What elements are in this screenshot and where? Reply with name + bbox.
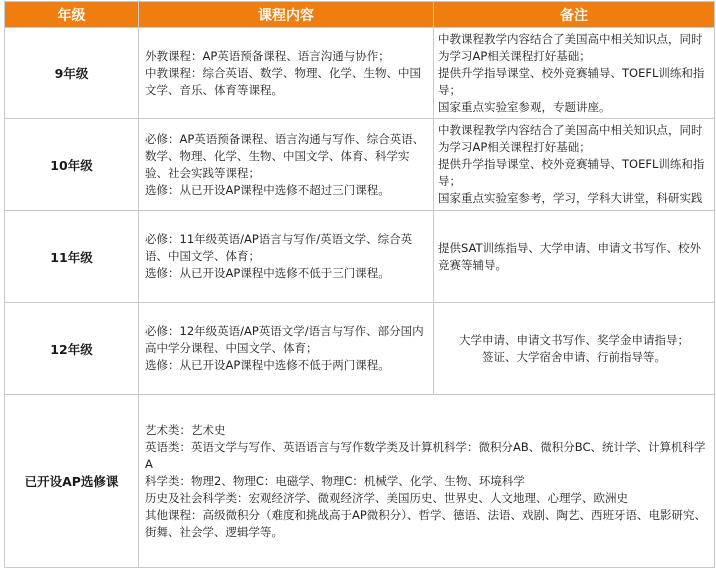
course-line: 选修：从已开设AP课程中选修不低于两门课程。 (145, 358, 390, 372)
remark-line: 签证、大学宿舍申请、行前指导等。 (482, 349, 666, 364)
remark-line: 中教课程教学内容结合了美国高中相关知识点，同时为学习AP相关课程打好基础； (438, 123, 703, 154)
course-line: 必修：AP英语预备课程、语言沟通与写作、综合英语、数学、物理、化学、生物、中国文学、体育、科学实验、社会实践等课程； (145, 131, 425, 180)
header-course: 课程内容 (139, 2, 434, 28)
table-row-grade-9 (5, 28, 715, 119)
table-row-ap-electives (5, 395, 715, 568)
grade-cell: 9年级 (5, 28, 139, 119)
course-cell (139, 28, 434, 119)
table-row-grade-12 (5, 303, 715, 395)
ap-category-line: 历史及社会科学类：宏观经济学、微观经济学、美国历史、世界史、人文地理、心理学、欧洲史 (145, 490, 628, 505)
remark-line: 大学申请、申请文书写作、奖学金申请指导； (459, 332, 689, 347)
remark-cell (434, 303, 715, 395)
remark-line: 提供升学指导课堂、校外竞赛辅导、TOEFL训练和指导； (438, 157, 705, 188)
course-cell (139, 303, 434, 395)
course-line: 中教课程：综合英语、数学、物理、化学、生物、中国文学、音乐、体育等课程。 (145, 65, 421, 97)
remark-line: 提供升学指导课堂、校外竞赛辅导、TOEFL训练和指导； (438, 65, 705, 97)
curriculum-table (4, 1, 715, 568)
header-row (5, 2, 715, 28)
header-remark: 备注 (434, 2, 715, 28)
course-line: 选修：从已开设AP课程中选修不低于三门课程。 (145, 266, 390, 280)
remark-cell (434, 211, 715, 303)
remark-cell (434, 28, 715, 119)
grade-cell: 11年级 (5, 211, 139, 303)
course-line: 外教课程：AP英语预备课程、语言沟通与协作； (145, 48, 390, 63)
remark-cell (434, 119, 715, 211)
course-cell (139, 211, 434, 303)
table-row-grade-11 (5, 211, 715, 303)
table-row-grade-10 (5, 119, 715, 211)
grade-cell: 10年级 (5, 119, 139, 211)
course-line: 选修：从已开设AP课程中选修不超过三门课程。 (145, 182, 390, 197)
ap-category-line: 艺术类：艺术史 (145, 422, 226, 437)
course-cell (139, 119, 434, 211)
remark-line: 国家重点实验室参观，专题讲座。 (438, 99, 611, 114)
ap-category-line: 科学类：物理2、物理C：电磁学、物理C：机械学、化学、生物、环境科学 (145, 473, 525, 488)
grade-cell: 已开设AP选修课 (5, 395, 139, 568)
course-line: 必修：12年级英语/AP英语文学/语言与写作、部分国内高中学分课程、中国文学、体育； (145, 324, 424, 355)
remark-line: 提供SAT训练指导、大学申请、申请文书写作、校外竞赛等辅导。 (438, 240, 702, 272)
remark-line: 国家重点实验室参考，学习，学科大讲堂，科研实践 (438, 191, 703, 205)
ap-category-line: 英语类：英语文学与写作、英语语言与写作数学类及计算机科学：微积分AB、微积分BC、统计学、计算机科学A (145, 439, 706, 471)
course-line: 必修：11年级英语/AP语言与写作/英语文学、综合英语、中国文学、体育； (145, 232, 413, 263)
ap-category-line: 其他课程：高级微积分（难度和挑战高于AP微积分）、哲学、德语、法语、戏剧、陶艺、西班牙语、电影研究、街舞、社会学、逻辑学等。 (145, 507, 707, 539)
header-grade: 年级 (5, 2, 139, 28)
grade-cell: 12年级 (5, 303, 139, 395)
ap-course-cell (139, 395, 715, 568)
remark-line: 中教课程教学内容结合了美国高中相关知识点，同时为学习AP相关课程打好基础； (438, 31, 703, 63)
